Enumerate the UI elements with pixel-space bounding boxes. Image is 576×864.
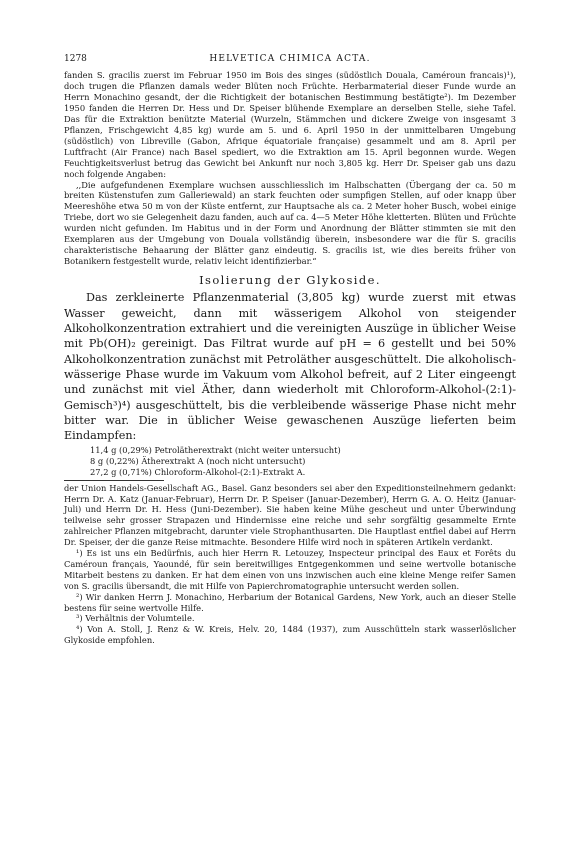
extract-line: 27,2 g (0,71%) Chloroform-Alkohol-(2:1)-Extrakt A. [90, 466, 306, 477]
extract-line: 11,4 g (0,29%) Petrolätherextrakt (nicht weiter untersucht) [90, 444, 341, 455]
journal-title: HELVETICA CHIMICA ACTA. [209, 54, 371, 64]
isolation-paragraph: Das zerkleinerte Pflanzenmaterial (3,805 kg) wurde zuerst mit etwas Wasser geweicht, dann mit wässerigem Alkohol von steigender Alkoholkonzentration extrahiert und die vereinigten Auszüge in üblicher Weise mit Pb(OH)₂ gereinigt. Das Filtrat wurde auf pH = 6 gestellt und bei 50% Alkoholkonzentration zunächst mit Petroläther ausgeschüttelt. Die alkoholisch-wässerige Phase wurde im Vakuum vom Alkohol befreit, auf 2 Liter eingeengt und zunächst mit viel Äther, dann wiederholt mit Chloroform-Alkohol-(2:1)-Gemisch³)⁴) ausgeschüttelt, bis die verbleibende wässerige Phase nicht mehr bitter war. Die in üblicher Weise gewaschenen Auszüge lieferten beim Eindampfen: [64, 291, 516, 443]
section-heading: Isolierung der Glykoside. [199, 273, 381, 288]
running-header [64, 54, 516, 66]
intro-paragraph: fanden S. gracilis zuerst im Februar 1950 im Bois des singes (südöstlich Douala, Caméroun francais)¹), doch trugen die Pflanzen damals weder Blüten noch Früchte. Herbarmaterial dieser Funde wurde an Herrn Monachino gesandt, der die Richtigkeit der botanischen Bestimmung bestätigte²). Im Dezember 1950 fanden die Herren Dr. Hess und Dr. Speiser blühende Exemplare an derselben Stelle, siehe Tafel. Das für die Extraktion benützte Material (Wurzeln, Stämmchen und dickere Zweige von insgesamt 3 Pflanzen, Frischgewicht 4,85 kg) wurde am 5. und 6. April 1950 in der unmittelbaren Umgebung (südöstlich) von Libreville (Gabon, Afrique équatoriale française) gesammelt und am 8. April per Luftfracht (Air France) nach Basel spediert, wo die Extraktion am 15. April begonnen wurde. Wegen Feuchtigkeitsverlust betrug das Gewicht bei Ankunft nur noch 3,805 kg. Herr Dr. Speiser gab uns dazu noch folgende Angaben: [64, 70, 516, 179]
page-number: 1278 [64, 54, 87, 64]
footnote-3: ³) Verhältnis der Volumteile. [76, 613, 195, 624]
footnote-1: ¹) Es ist uns ein Bedürfnis, auch hier Herrn R. Letouzey, Inspecteur principal des Eaux et Forêts du Caméroun français, Yaoundé, für sein bereitwilliges Entgegenkommen und seine wertvolle botanische Mitarbeit bestens zu danken. Er hat dem einen von uns inzwischen auch eine kleine Menge reifer Samen von S. gracilis übersandt, die mit Hilfe von Papierchromatographie untersucht werden sollen. [64, 548, 516, 591]
footnotes [64, 483, 516, 647]
page [64, 54, 516, 646]
footnote-4: ⁴) Von A. Stoll, J. Renz & W. Kreis, Helv. 20, 1484 (1937), zum Ausschütteln stark wasserlöslicher Glykoside empfohlen. [64, 624, 516, 646]
footnote-divider [64, 480, 164, 481]
extract-line: 8 g (0,22%) Ätherextrakt A (noch nicht untersucht) [90, 455, 306, 466]
extract-list [64, 445, 516, 478]
speiser-quote: ,,Die aufgefundenen Exemplare wuchsen ausschliesslich im Halbschatten (Übergang der ca. 50 m breiten Küstenstufen zum Galleriewald) an stark feuchten oder sumpfigen Stellen, auf oder knapp über Meereshöhe etwa 50 m von der Küste entfernt, zur Hauptsache als ca. 2 Meter hoher Busch, wobei einige Triebe, dort wo sie Gelegenheit dazu fanden, auch auf ca. 4—5 Meter Höhe kletterten. Blüten und Früchte wurden nicht gefunden. Im Habitus und in der Form und Anordnung der Blätter stimmten sie mit den Exemplaren aus der Umgebung von Douala vollständig überein, insbesondere war die für S. gracilis charakteristische Behaarung der Blätter ganz eindeutig. S. gracilis ist, wie dies bereits früher von Botanikern festgestellt wurde, relativ leicht identifizierbar.“ [64, 179, 516, 267]
footnote-2: ²) Wir danken Herrn J. Monachino, Herbarium der Botanical Gardens, New York, auch an dieser Stelle bestens für seine wertvolle Hilfe. [64, 591, 516, 613]
footnote-continuation: der Union Handels-Gesellschaft AG., Basel. Ganz besonders sei aber den Expeditionsteilnehmern gedankt: Herrn Dr. A. Katz (Januar-Februar), Herrn Dr. P. Speiser (Januar-Dezember), Herrn G. A. O. Heitz (Januar-Juli) und Herrn Dr. H. Hess (Juni-Dezember). Sie haben keine Mühe gescheut und unter Überwindung teilweise sehr grosser Strapazen und Hindernisse eine reiche und sehr sorgfältig gesammelte Ernte zahlreicher Pflanzen mitgebracht, darunter viele Strophanthusarten. Die Hauptlast entfiel dabei auf Herrn Dr. Speiser, der die ganze Reise mitmachte. Besondere Hilfe wird noch in späteren Artikeln verdankt. [64, 482, 516, 548]
